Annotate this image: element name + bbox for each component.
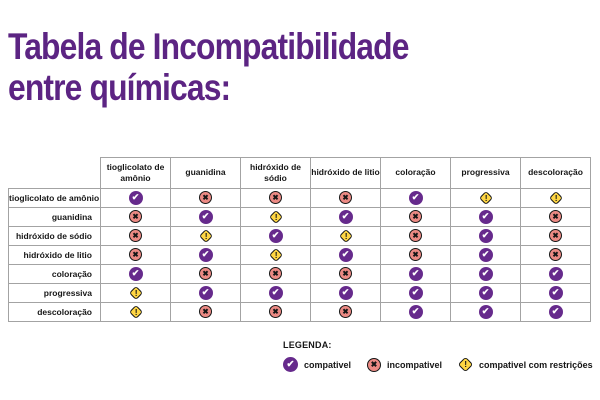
legend-label: compativel bbox=[304, 359, 352, 370]
legend-label: incompativel bbox=[387, 359, 443, 370]
row-header: descoloração bbox=[9, 303, 101, 322]
table-row bbox=[9, 227, 591, 246]
cross-icon: ✖ bbox=[129, 229, 142, 242]
table-cell bbox=[171, 265, 241, 284]
table-cell bbox=[451, 303, 521, 322]
table-cell bbox=[451, 227, 521, 246]
check-icon: ✔ bbox=[199, 248, 213, 262]
cross-icon: ✖ bbox=[199, 267, 212, 280]
table-cell bbox=[311, 265, 381, 284]
cross-icon: ✖ bbox=[409, 210, 422, 223]
cross-icon: ✖ bbox=[129, 210, 142, 223]
check-icon: ✔ bbox=[409, 191, 423, 205]
table-cell bbox=[101, 227, 171, 246]
table-cell bbox=[451, 246, 521, 265]
table-cell bbox=[451, 208, 521, 227]
check-icon: ✔ bbox=[479, 229, 493, 243]
table-cell bbox=[241, 208, 311, 227]
cross-icon: ✖ bbox=[339, 267, 352, 280]
table-cell bbox=[521, 284, 591, 303]
check-icon: ✔ bbox=[479, 248, 493, 262]
corner-cell bbox=[9, 158, 101, 189]
table-cell bbox=[521, 303, 591, 322]
table-cell bbox=[311, 208, 381, 227]
page-title bbox=[8, 26, 409, 109]
table-cell bbox=[101, 246, 171, 265]
check-icon: ✔ bbox=[409, 305, 423, 319]
table-cell bbox=[521, 208, 591, 227]
table-cell bbox=[171, 189, 241, 208]
header-row bbox=[9, 158, 591, 189]
check-icon: ✔ bbox=[199, 286, 213, 300]
check-icon: ✔ bbox=[129, 191, 143, 205]
table-cell bbox=[521, 189, 591, 208]
check-icon: ✔ bbox=[549, 267, 563, 281]
cross-icon: ✖ bbox=[199, 191, 212, 204]
cross-icon: ✖ bbox=[269, 267, 282, 280]
check-icon: ✔ bbox=[283, 357, 298, 372]
page-title-line1: Tabela de Incompatibilidade bbox=[8, 26, 409, 67]
table-cell bbox=[311, 246, 381, 265]
cross-icon: ✖ bbox=[549, 248, 562, 261]
check-icon: ✔ bbox=[549, 305, 563, 319]
column-header: hidróxido de litio bbox=[311, 158, 381, 189]
row-header: tioglicolato de amônio bbox=[9, 189, 101, 208]
row-header: guanidina bbox=[9, 208, 101, 227]
column-header: hidróxido de sódio bbox=[241, 158, 311, 189]
cross-icon: ✖ bbox=[269, 305, 282, 318]
table-cell bbox=[171, 303, 241, 322]
table-cell bbox=[381, 227, 451, 246]
table-cell bbox=[101, 189, 171, 208]
table-row bbox=[9, 303, 591, 322]
table-cell bbox=[311, 303, 381, 322]
table-cell bbox=[451, 284, 521, 303]
cross-icon: ✖ bbox=[339, 305, 352, 318]
table-cell bbox=[451, 265, 521, 284]
table-cell bbox=[101, 208, 171, 227]
table-cell bbox=[101, 284, 171, 303]
table-row bbox=[9, 265, 591, 284]
check-icon: ✔ bbox=[339, 286, 353, 300]
legend-item bbox=[367, 358, 442, 372]
table-cell bbox=[381, 284, 451, 303]
table-cell bbox=[241, 227, 311, 246]
table-cell bbox=[311, 284, 381, 303]
cross-icon: ✖ bbox=[339, 191, 352, 204]
cross-icon: ✖ bbox=[367, 358, 381, 372]
legend-heading: LEGENDA: bbox=[283, 340, 332, 350]
cross-icon: ✖ bbox=[549, 229, 562, 242]
cross-icon: ✖ bbox=[409, 248, 422, 261]
table-cell bbox=[241, 303, 311, 322]
table-cell bbox=[521, 227, 591, 246]
column-header: coloração bbox=[381, 158, 451, 189]
warning-icon: ! bbox=[128, 286, 142, 300]
legend-items bbox=[283, 357, 593, 372]
table-cell bbox=[381, 303, 451, 322]
warning-icon: ! bbox=[128, 305, 142, 319]
check-icon: ✔ bbox=[199, 210, 213, 224]
table-cell bbox=[311, 227, 381, 246]
table-row bbox=[9, 246, 591, 265]
warning-icon: ! bbox=[268, 210, 282, 224]
legend-item bbox=[283, 357, 351, 372]
row-header: coloração bbox=[9, 265, 101, 284]
check-icon: ✔ bbox=[409, 267, 423, 281]
legend-label: compativel com restrições bbox=[479, 359, 593, 370]
table-cell bbox=[241, 284, 311, 303]
table-row bbox=[9, 284, 591, 303]
check-icon: ✔ bbox=[479, 210, 493, 224]
table-cell bbox=[381, 265, 451, 284]
check-icon: ✔ bbox=[409, 286, 423, 300]
table-cell bbox=[241, 246, 311, 265]
check-icon: ✔ bbox=[479, 286, 493, 300]
table-cell bbox=[171, 208, 241, 227]
column-header: progressiva bbox=[451, 158, 521, 189]
check-icon: ✔ bbox=[339, 210, 353, 224]
row-header: hidróxido de sódio bbox=[9, 227, 101, 246]
column-header: guanidina bbox=[171, 158, 241, 189]
check-icon: ✔ bbox=[479, 267, 493, 281]
table-cell bbox=[521, 246, 591, 265]
check-icon: ✔ bbox=[269, 229, 283, 243]
table-cell bbox=[241, 265, 311, 284]
table-cell bbox=[171, 246, 241, 265]
check-icon: ✔ bbox=[549, 286, 563, 300]
check-icon: ✔ bbox=[339, 248, 353, 262]
cross-icon: ✖ bbox=[129, 248, 142, 261]
cross-icon: ✖ bbox=[549, 210, 562, 223]
table-cell bbox=[101, 303, 171, 322]
column-header: descoloração bbox=[521, 158, 591, 189]
legend-item bbox=[458, 357, 593, 372]
warning-icon: ! bbox=[458, 357, 474, 373]
table-cell bbox=[451, 189, 521, 208]
table-cell bbox=[171, 284, 241, 303]
table-cell bbox=[241, 189, 311, 208]
table-cell bbox=[311, 189, 381, 208]
cross-icon: ✖ bbox=[269, 191, 282, 204]
warning-icon: ! bbox=[338, 229, 352, 243]
warning-icon: ! bbox=[198, 229, 212, 243]
check-icon: ✔ bbox=[269, 286, 283, 300]
table-cell bbox=[381, 208, 451, 227]
table-cell bbox=[381, 189, 451, 208]
check-icon: ✔ bbox=[129, 267, 143, 281]
table-row bbox=[9, 189, 591, 208]
table-cell bbox=[521, 265, 591, 284]
table-cell bbox=[171, 227, 241, 246]
table-cell bbox=[381, 246, 451, 265]
table-row bbox=[9, 208, 591, 227]
warning-icon: ! bbox=[268, 248, 282, 262]
column-header: tioglicolato de amônio bbox=[101, 158, 171, 189]
warning-icon: ! bbox=[548, 191, 562, 205]
cross-icon: ✖ bbox=[409, 229, 422, 242]
row-header: progressiva bbox=[9, 284, 101, 303]
warning-icon: ! bbox=[478, 191, 492, 205]
check-icon: ✔ bbox=[479, 305, 493, 319]
legend bbox=[283, 340, 593, 372]
page-title-line2: entre químicas: bbox=[8, 67, 231, 109]
cross-icon: ✖ bbox=[199, 305, 212, 318]
compatibility-table bbox=[8, 157, 591, 322]
row-header: hidróxido de litio bbox=[9, 246, 101, 265]
table-cell bbox=[101, 265, 171, 284]
